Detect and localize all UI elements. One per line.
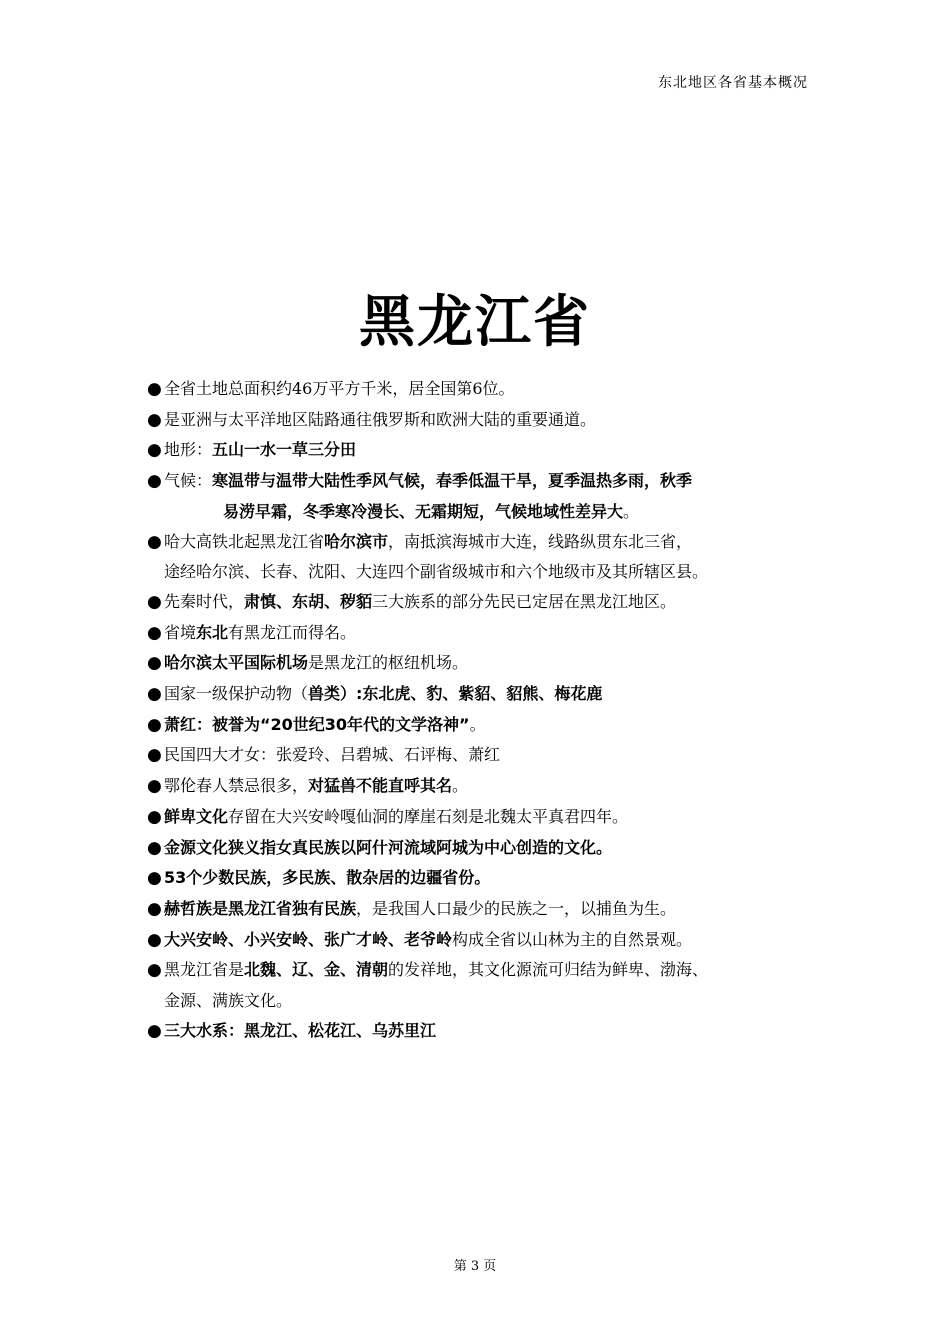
item-text: 金源、满族文化。 xyxy=(164,991,293,1011)
list-item xyxy=(147,466,827,497)
item-bold-text: 53个少数民族，多民族、散杂居的边疆省份。 xyxy=(164,868,491,888)
list-item xyxy=(147,618,827,649)
item-bold-text: 对猛兽不能直呼其名 xyxy=(308,776,453,796)
list-item-continuation xyxy=(147,986,827,1016)
list-item xyxy=(147,863,827,894)
item-text: 先秦时代， xyxy=(164,591,245,611)
bullet-icon: ● xyxy=(147,440,162,461)
bullet-icon: ● xyxy=(147,471,162,492)
item-text: 省境 xyxy=(164,622,197,642)
bullet-icon: ● xyxy=(147,837,162,858)
bullet-icon: ● xyxy=(147,960,162,981)
item-text: 。 xyxy=(469,714,486,734)
item-bold-text: 哈尔滨市 xyxy=(324,531,389,551)
item-bold-text: 赫哲族是黑龙江省独有民族 xyxy=(164,898,357,918)
bullet-icon: ● xyxy=(147,622,162,643)
fact-list xyxy=(147,374,827,1046)
bullet-icon: ● xyxy=(147,1020,162,1041)
item-bold-text: 寒温带与温带大陆性季风气候，春季低温干旱，夏季温热多雨，秋季 xyxy=(212,471,693,491)
list-item-continuation xyxy=(147,497,827,527)
list-item xyxy=(147,802,827,833)
bullet-icon: ● xyxy=(147,684,162,705)
item-text: 存留在大兴安岭嘎仙洞的摩崖石刻是北魏太平真君四年。 xyxy=(228,806,629,826)
list-item xyxy=(147,587,827,618)
item-text: 国家一级保护动物（ xyxy=(164,684,309,704)
list-item xyxy=(147,527,827,558)
list-item xyxy=(147,648,827,679)
list-item xyxy=(147,740,827,771)
item-text: 途经哈尔滨、长春、沈阳、大连四个副省级城市和六个地级市及其所辖区县。 xyxy=(164,562,709,582)
item-text: 全省土地总面积约46万平方千米，居全国第6位。 xyxy=(164,379,515,398)
item-bold-text: 三大水系：黑龙江、松花江、乌苏里江 xyxy=(164,1020,437,1040)
bullet-icon: ● xyxy=(147,591,162,612)
list-item xyxy=(147,925,827,956)
item-bold-text: 兽类）:东北虎、豹、紫貂、貂熊、梅花鹿 xyxy=(308,684,603,704)
bullet-icon: ● xyxy=(147,898,162,919)
page-number: 第 3 页 xyxy=(453,1259,497,1274)
item-text: 地形： xyxy=(164,440,213,460)
list-item xyxy=(147,710,827,741)
bullet-icon: ● xyxy=(147,714,162,735)
item-text: 哈大高铁北起黑龙江省 xyxy=(164,531,325,551)
item-text: 有黑龙江而得名。 xyxy=(228,622,357,642)
item-bold-text: 肃慎、东胡、秽貊 xyxy=(244,591,373,611)
item-text: 是亚洲与太平洋地区陆路通往俄罗斯和欧洲大陆的重要通道。 xyxy=(164,409,597,429)
item-text: 气候： xyxy=(164,471,213,491)
list-item-continuation xyxy=(147,557,827,587)
list-item xyxy=(147,374,827,405)
bullet-icon: ● xyxy=(147,653,162,674)
list-item xyxy=(147,435,827,466)
list-item xyxy=(147,894,827,925)
item-bold-text: 鲜卑文化 xyxy=(164,806,229,826)
item-bold-text: 大兴安岭、小兴安岭、张广才岭、老爷岭 xyxy=(164,929,453,949)
item-bold-text: 北魏、辽、金、清朝 xyxy=(244,960,389,980)
list-item xyxy=(147,405,827,436)
bullet-icon: ● xyxy=(147,409,162,430)
item-bold-text: 金源文化狭义指女真民族以阿什河流域阿城为中心创造的文化。 xyxy=(164,837,613,857)
page-title: 黑龙江省 xyxy=(359,290,591,355)
item-bold-text: 东北 xyxy=(196,622,229,642)
item-text: 。 xyxy=(623,501,640,521)
bullet-icon: ● xyxy=(147,379,162,399)
item-text: ，南抵滨海城市大连，线路纵贯东北三省， xyxy=(388,531,693,551)
item-bold-text: 萧红：被誉为“20世纪30年代的文学洛神” xyxy=(164,714,470,734)
item-text: 。 xyxy=(452,776,469,796)
item-text: 民国四大才女：张爱玲、吕碧城、石评梅、萧红 xyxy=(164,745,501,765)
item-text: 构成全省以山林为主的自然景观。 xyxy=(452,929,693,949)
item-bold-text: 哈尔滨太平国际机场 xyxy=(164,653,309,673)
item-text: 黑龙江省是 xyxy=(164,960,245,980)
list-item xyxy=(147,833,827,864)
bullet-icon: ● xyxy=(147,806,162,827)
item-text: 鄂伦春人禁忌很多， xyxy=(164,776,309,796)
list-item xyxy=(147,1016,827,1047)
bullet-icon: ● xyxy=(147,745,162,766)
bullet-icon: ● xyxy=(147,929,162,950)
list-item xyxy=(147,679,827,710)
page-header: 东北地区各省基本概况 xyxy=(658,75,808,91)
item-bold-text: 易涝早霜，冬季寒冷漫长、无霜期短，气候地域性差异大 xyxy=(223,501,624,521)
item-text: 的发祥地，其文化源流可归结为鲜卑、渤海、 xyxy=(388,960,709,980)
item-text: 是黑龙江的枢纽机场。 xyxy=(308,653,469,673)
item-text: 三大族系的部分先民已定居在黑龙江地区。 xyxy=(372,591,677,611)
list-item xyxy=(147,771,827,802)
item-text: ，是我国人口最少的民族之一，以捕鱼为生。 xyxy=(356,898,677,918)
bullet-icon: ● xyxy=(147,776,162,797)
bullet-icon: ● xyxy=(147,868,162,889)
item-bold-text: 五山一水一草三分田 xyxy=(212,440,357,460)
list-item xyxy=(147,955,827,986)
bullet-icon: ● xyxy=(147,531,162,552)
